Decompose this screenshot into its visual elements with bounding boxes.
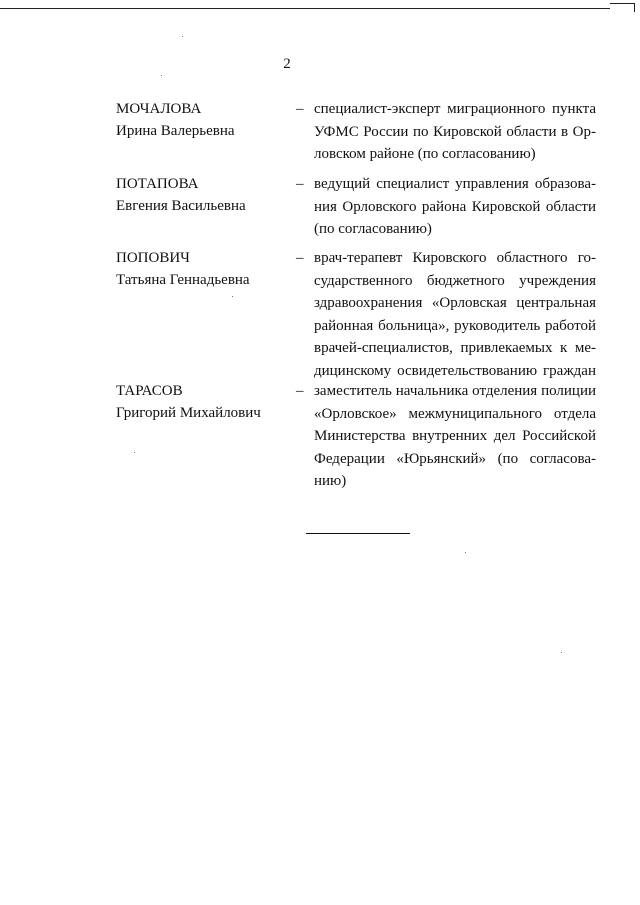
role-line: врач-терапевт Кировского областного го-	[314, 250, 596, 266]
member-role	[314, 247, 596, 382]
role-line: дицинскому освидетельствованию граждан	[314, 362, 596, 379]
member-surname: ПОПОВИЧ	[116, 250, 190, 266]
scan-speck	[232, 296, 233, 297]
role-line: (по согласованию)	[314, 221, 432, 237]
role-line: УФМС России по Кировской области в Ор-	[314, 123, 596, 140]
member-surname: ПОТАПОВА	[116, 176, 199, 192]
role-line: ния Орловского района Кировской области	[314, 198, 596, 215]
member-given-names: Евгения Васильевна	[116, 198, 246, 214]
role-line: специалист-эксперт миграционного пункта	[314, 101, 596, 117]
member-name	[116, 380, 291, 424]
dash-separator: –	[296, 176, 304, 192]
member-given-names: Ирина Валерьевна	[116, 123, 235, 139]
member-name	[116, 247, 291, 291]
role-line: «Орловское» межмуниципального отдела	[314, 405, 596, 422]
scan-speck	[161, 75, 162, 76]
member-surname: ТАРАСОВ	[116, 383, 183, 399]
dash-separator: –	[296, 101, 304, 117]
role-line: здравоохранения «Орловская центральная	[314, 295, 596, 311]
closing-rule	[306, 533, 410, 534]
member-role	[314, 173, 596, 241]
role-line: районная больница», руководитель работой	[314, 317, 596, 334]
dash-separator: –	[296, 250, 304, 266]
scan-speck	[182, 36, 183, 37]
role-line: врачей-специалистов, привлекаемых к ме-	[314, 340, 596, 356]
member-role	[314, 98, 596, 166]
page-number: 2	[283, 56, 291, 72]
role-line: заместитель начальника отделения полиции	[314, 383, 596, 399]
member-given-names: Григорий Михайлович	[116, 405, 261, 421]
scan-speck	[561, 652, 562, 653]
role-line: Министерства внутренних дел Российской	[314, 428, 596, 444]
member-surname: МОЧАЛОВА	[116, 101, 202, 117]
member-name	[116, 173, 291, 217]
role-line: нию)	[314, 473, 347, 489]
role-line: Федерации «Юрьянский» (по согласова-	[314, 450, 596, 467]
role-line: сударственного бюджетного учреждения	[314, 272, 596, 289]
top-corner-mark	[610, 3, 635, 12]
scan-speck	[465, 552, 466, 553]
member-role	[314, 380, 596, 493]
member-name	[116, 98, 291, 142]
role-line: ведущий специалист управления образова-	[314, 176, 596, 192]
dash-separator: –	[296, 383, 304, 399]
role-line: ловском районе (по согласованию)	[314, 146, 536, 162]
member-given-names: Татьяна Геннадьевна	[116, 272, 250, 288]
scan-speck	[134, 452, 135, 453]
top-border-line	[0, 8, 610, 9]
